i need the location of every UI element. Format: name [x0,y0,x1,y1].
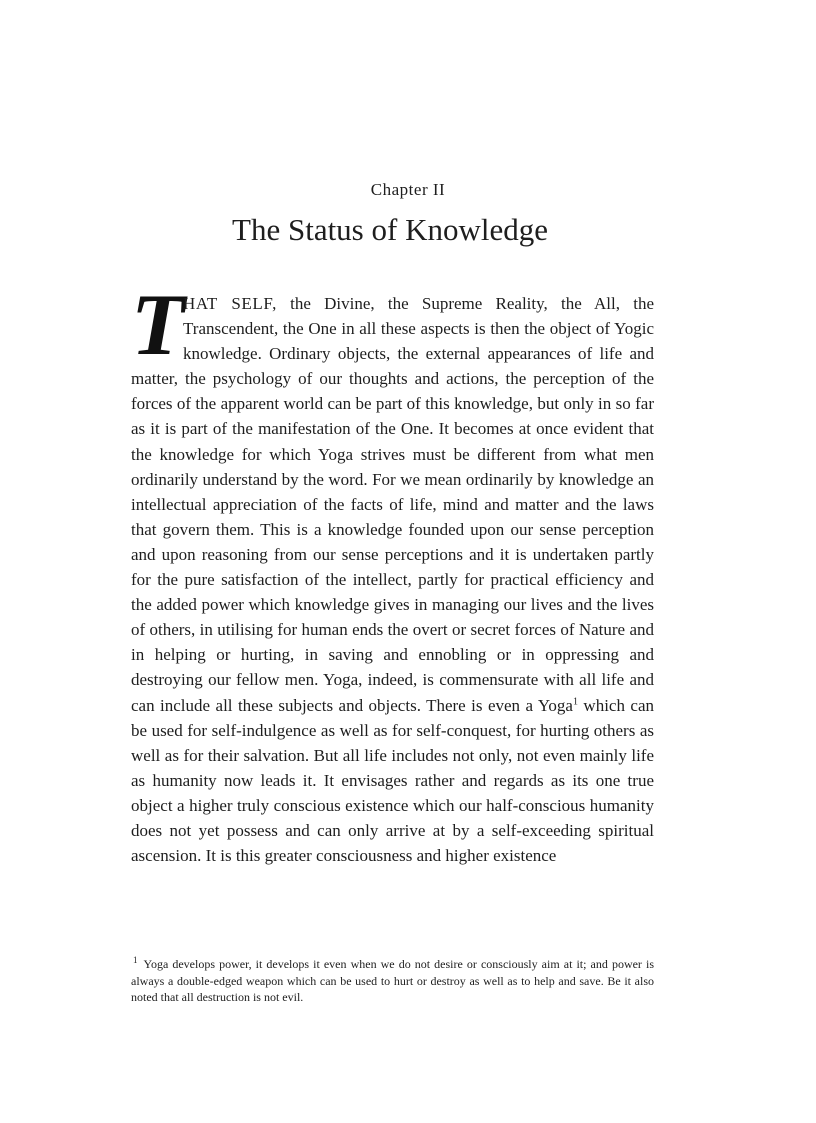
footnote-text: Yoga develops power, it develops it even when we do not desire or consciously aim at it; and power is always a double-edged weapon which can be used to hurt or destroy as well as to help and save. Be it also noted that all destruction is not evil. [131,957,654,1004]
chapter-title: The Status of Knowledge [232,212,548,247]
footnote-mark: 1 [133,955,138,965]
opening-smallcaps: HAT SELF, [183,294,277,313]
footnote-reference[interactable]: 1 [572,695,578,707]
chapter-label: Chapter II [370,180,446,199]
body-paragraph [131,277,654,868]
footnote [131,956,654,1006]
paragraph-text-continued: which can be used for self-indulgence as well as for self-conquest, for hurting others as well as for their salvation. But all life includes not only, not even mainly life as humanity now leads it. It envisages rather and regards as its one true object a higher truly conscious existence which our half-conscious humanity does not yet possess and can only arrive at by a self-exceeding spiritual ascension. It is this greater consciousness and higher existence [131,695,654,866]
drop-cap: T [131,277,185,374]
paragraph-text: the Divine, the Supreme Reality, the All, the Transcendent, the One in all these aspects is then the object of Yogic knowledge. Ordinary objects, the external appearances of life and matter, the psychology of our thoughts and actions, the perception of the forces of the apparent world can be part of this knowledge, but only in so far as it is part of the manifestation of the One. It becomes at once evident that the knowledge for which Yoga strives must be different from what men ordinarily understand by the word. For we mean ordinarily by knowledge an intellectual appreciation of the facts of life, mind and matter and the laws that govern them. This is a knowledge founded upon our sense perception and upon reasoning from our sense perceptions and it is undertaken partly for the pure satisfaction of the intellect, partly for practical efficiency and the added power which knowledge gives in managing our lives and the lives of others, in utilising for human ends the overt or secret forces of Nature and in helping or hurting, in saving and ennobling or in oppressing and destroying our fellow men. Yoga, indeed, is commensurate with all life and can include all these subjects and objects. There is even a Yoga [131,294,654,715]
